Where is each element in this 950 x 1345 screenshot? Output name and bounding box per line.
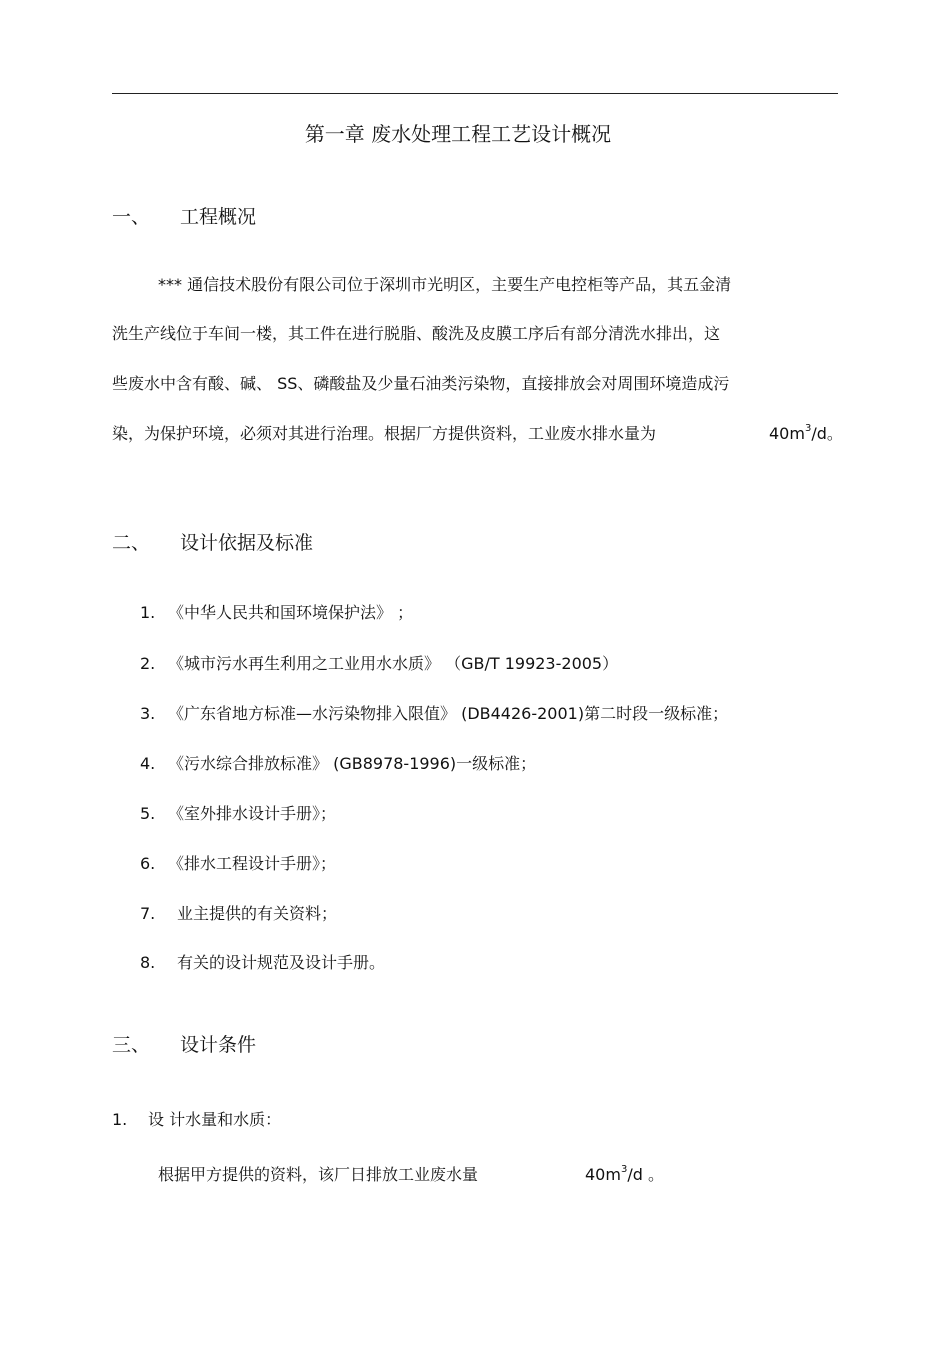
section-2-title: 设计依据及标准 xyxy=(180,532,314,554)
list-item: 3. 《广东省地方标准—水污染物排入限值》 (DB4426-2001)第二时段一级标准； xyxy=(140,704,729,723)
flow-rate-unit: /d。 xyxy=(811,424,843,443)
flow-rate-2-exponent: 3 xyxy=(620,1164,628,1175)
paragraph-line-4: 染，为保护环境，必须对其进行治理。根据厂方提供资料，工业废水排水量为 xyxy=(112,424,657,443)
list-item: 2. 《城市污水再生利用之工业用水水质》 （GB/T 19923-2005） xyxy=(140,654,619,673)
section-2-number: 二、 xyxy=(112,532,151,554)
section-3-number: 三、 xyxy=(112,1034,151,1056)
list-item: 1. 《中华人民共和国环境保护法》 ； xyxy=(140,603,414,622)
list-item: 7. 业主提供的有关资料； xyxy=(140,904,338,923)
section-1-number: 一、 xyxy=(112,206,151,228)
paragraph-line-1: *** 通信技术股份有限公司位于深圳市光明区，主要生产电控柜等产品，其五金清 xyxy=(158,275,732,294)
section-1-title: 工程概况 xyxy=(180,206,257,228)
list-item: 8. 有关的设计规范及设计手册。 xyxy=(140,953,386,972)
chapter-title: 第一章 废水处理工程工艺设计概况 xyxy=(304,122,612,146)
section-3-title: 设计条件 xyxy=(180,1034,257,1056)
paragraph-line-3: 些废水中含有酸、碱、 SS、磷酸盐及少量石油类污染物，直接排放会对周围环境造成污 xyxy=(112,374,730,393)
flow-rate-2-unit: /d 。 xyxy=(627,1165,664,1184)
flow-rate-2-value: 40m xyxy=(585,1165,621,1184)
flow-rate-exponent: 3 xyxy=(804,423,812,434)
header-rule xyxy=(112,93,838,94)
subsection-number: 1. xyxy=(112,1110,128,1129)
flow-rate xyxy=(769,421,843,444)
list-item: 6. 《排水工程设计手册》； xyxy=(140,854,337,873)
subsection-heading xyxy=(112,1107,281,1130)
section-1-heading xyxy=(112,202,256,229)
flow-rate-value: 40m xyxy=(769,424,805,443)
paragraph-line-2: 洗生产线位于车间一楼，其工件在进行脱脂、酸洗及皮膜工序后有部分清洗水排出，这 xyxy=(112,324,721,343)
list-item: 4. 《污水综合排放标准》 (GB8978-1996)一级标准； xyxy=(140,754,537,773)
flow-rate-2 xyxy=(585,1162,664,1185)
subsection-title: 设 计水量和水质： xyxy=(148,1110,282,1129)
section-2-heading xyxy=(112,528,313,555)
section-3-heading xyxy=(112,1030,256,1057)
subsection-text: 根据甲方提供的资料，该厂日排放工业废水量 xyxy=(158,1165,479,1184)
list-item: 5. 《室外排水设计手册》； xyxy=(140,804,337,823)
